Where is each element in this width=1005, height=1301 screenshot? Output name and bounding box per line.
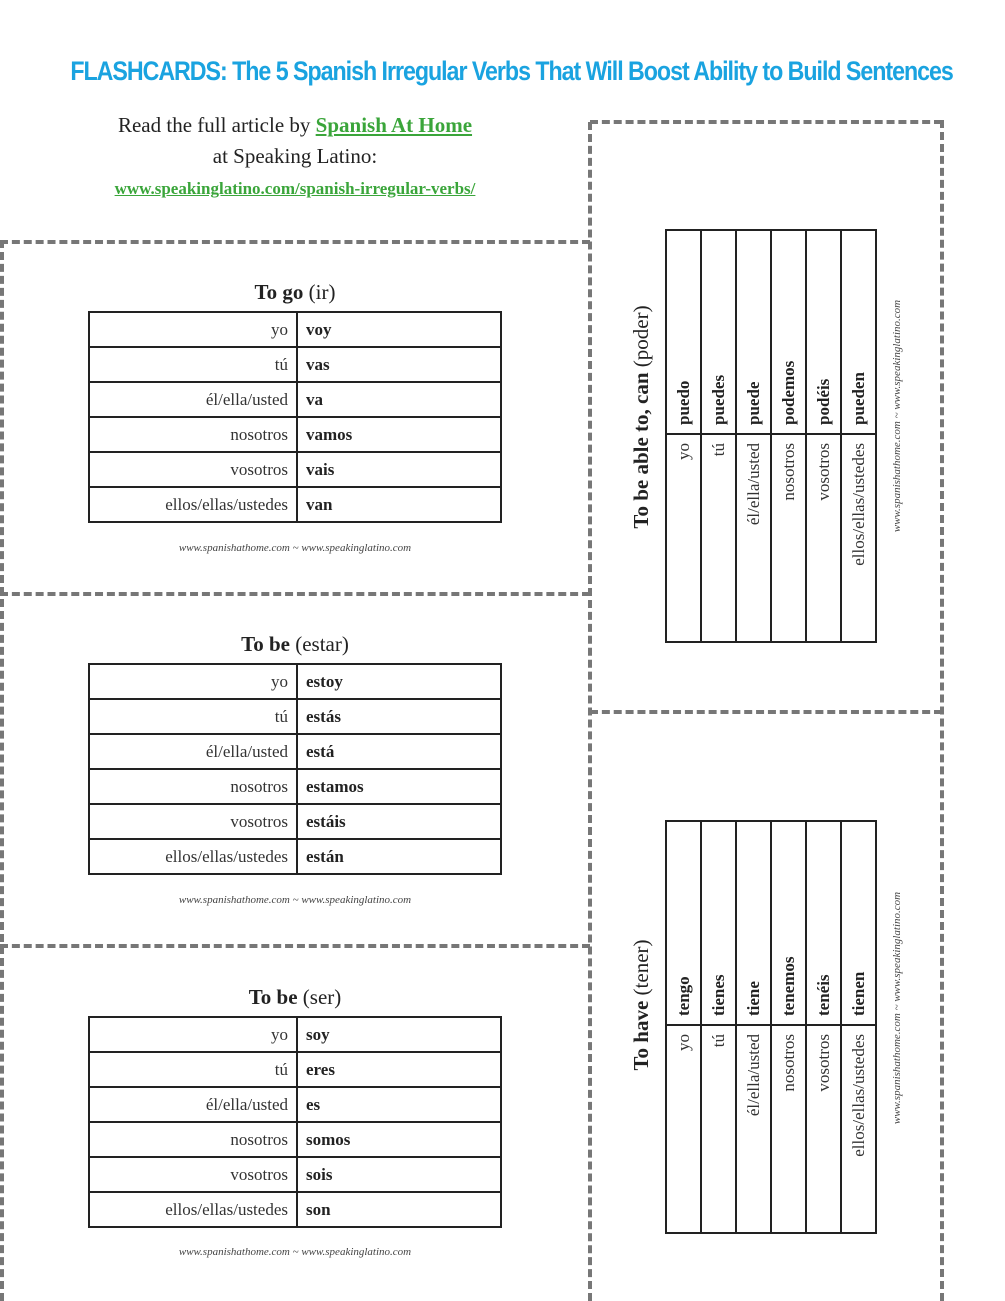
conjugation-table-tener (665, 820, 877, 1234)
table-row: yo soy (89, 1017, 501, 1052)
table-row: vosotros estáis (89, 804, 501, 839)
cut-line (0, 240, 4, 1301)
table-row: yo voy (89, 312, 501, 347)
table-row: nosotros tenemos (771, 821, 806, 1233)
table-row: nosotros estamos (89, 769, 501, 804)
intro-block (0, 110, 590, 204)
author-link[interactable]: Spanish At Home (315, 113, 473, 137)
table-row: ellos/ellas/ustedes van (89, 487, 501, 522)
table-row: él/ella/usted es (89, 1087, 501, 1122)
conjugation-table-poder (665, 229, 877, 643)
page-title: FLASHCARDS: The 5 Spanish Irregular Verbs That Will Boost Ability to Build Sentences (70, 56, 953, 86)
card-footer: www.spanishathome.com ~ www.speakinglatino.com (178, 894, 412, 906)
cut-line (0, 592, 590, 596)
table-row: nosotros podemos (771, 230, 806, 642)
table-row: vosotros vais (89, 452, 501, 487)
table-row: ellos/ellas/ustedes están (89, 839, 501, 874)
table-row: ellos/ellas/ustedes tienen (841, 821, 876, 1233)
cut-line (0, 240, 590, 244)
table-row: él/ella/usted va (89, 382, 501, 417)
table-row: yo puedo (666, 230, 701, 642)
table-row: tú eres (89, 1052, 501, 1087)
conjugation-table-ir (88, 311, 502, 523)
table-row: vosotros podéis (806, 230, 841, 642)
conjugation-table-ser (88, 1016, 502, 1228)
card-title-ser: To be (ser) (248, 985, 342, 1009)
table-row: yo estoy (89, 664, 501, 699)
card-footer: www.spanishathome.com ~ www.speakinglatino.com (891, 299, 903, 533)
cut-line (940, 120, 944, 1301)
cut-line (0, 944, 590, 948)
table-row: ellos/ellas/ustedes pueden (841, 230, 876, 642)
conjugation-table-estar (88, 663, 502, 875)
table-row: nosotros vamos (89, 417, 501, 452)
article-url-link[interactable]: www.speakinglatino.com/spanish-irregular-verbs/ (114, 179, 476, 198)
table-row: tú tienes (701, 821, 736, 1233)
table-row: tú vas (89, 347, 501, 382)
card-footer: www.spanishathome.com ~ www.speakinglatino.com (891, 891, 903, 1125)
table-row: él/ella/usted tiene (736, 821, 771, 1233)
card-title-ir: To go (ir) (254, 280, 336, 304)
table-row: él/ella/usted está (89, 734, 501, 769)
table-row: ellos/ellas/ustedes son (89, 1192, 501, 1227)
cut-line (590, 710, 942, 714)
intro-prefix: Read the full article by (117, 113, 316, 137)
table-row: tú puedes (701, 230, 736, 642)
cut-line (590, 120, 942, 124)
card-title-tener: To have (tener) (629, 939, 653, 1071)
card-footer: www.spanishathome.com ~ www.speakinglatino.com (178, 1246, 412, 1258)
card-title-poder: To be able to, can (poder) (629, 305, 653, 529)
card-footer: www.spanishathome.com ~ www.speakinglatino.com (178, 542, 412, 554)
card-title-estar: To be (estar) (241, 632, 349, 656)
intro-line2: at Speaking Latino: (212, 144, 378, 168)
table-row: yo tengo (666, 821, 701, 1233)
table-row: él/ella/usted puede (736, 230, 771, 642)
table-row: vosotros tenéis (806, 821, 841, 1233)
table-row: nosotros somos (89, 1122, 501, 1157)
table-row: tú estás (89, 699, 501, 734)
table-row: vosotros sois (89, 1157, 501, 1192)
